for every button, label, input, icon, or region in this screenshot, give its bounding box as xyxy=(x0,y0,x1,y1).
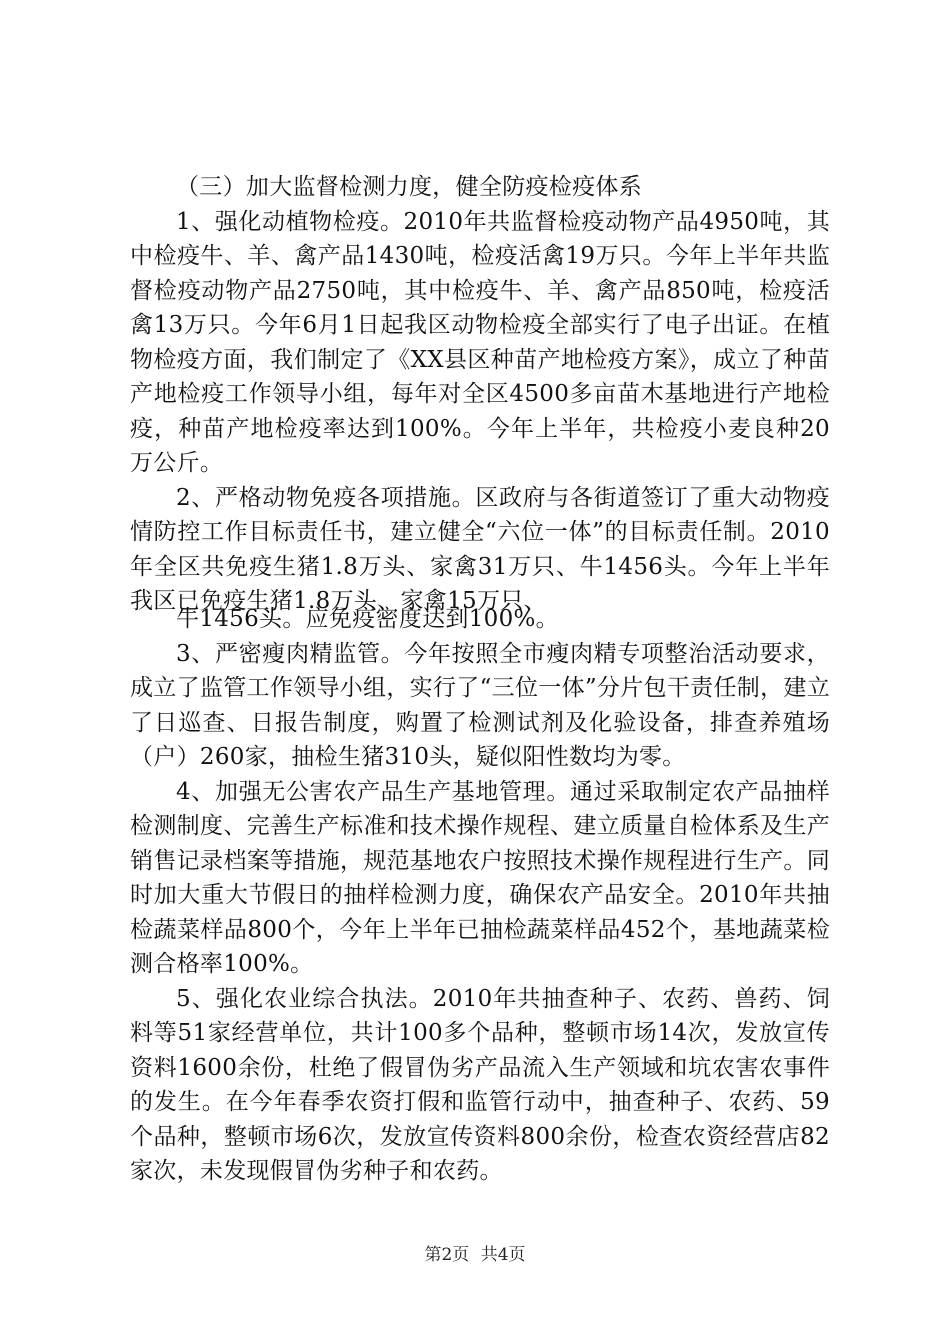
page-number-current: 第2页 xyxy=(424,1245,470,1265)
page-footer xyxy=(0,1240,950,1265)
paragraph-plant-animal-quarantine: 1、强化动植物检疫。2010年共监督检疫动物产品4950吨，其中检疫牛、羊、禽产品1430吨，检疫活禽19万只。今年上半年共监督检疫动物产品2750吨，其中检疫牛、羊、禽产品850吨，检疫活禽13万只。今年6月1日起我区动物检疫全部实行了电子出证。在植物检疫方面，我们制定了《XX县区种苗产地检疫方案》，成立了种苗产地检疫工作领导小组，每年对全区4500多亩苗木基地进行产地检疫，种苗产地检疫率达到100%。今年上半年，共检疫小麦良种20万公斤。 xyxy=(130,208,830,476)
text-block-lower xyxy=(130,602,830,1189)
paragraph-clenbuterol-supervision: 3、严密瘦肉精监管。今年按照全市瘦肉精专项整治活动要求，成立了监管工作领导小组，实行了“三位一体”分片包干责任制，建立了日巡查、日报告制度，购置了检测试剂及化验设备，排查养殖场（户）260家，抽检生猪310头，疑似阳性数均为零。 xyxy=(130,640,830,770)
section-heading: （三）加大监督检测力度，健全防疫检疫体系 xyxy=(176,174,642,200)
paragraph-pollution-free-base: 4、加强无公害农产品生产基地管理。通过采取制定农产品抽样检测制度、完善生产标准和技术操作规程、建立质量自检体系及生产销售记录档案等措施，规范基地农户按照技术操作规程进行生产。同时加大重大节假日的抽样检测力度，确保农产品安全。2010年共抽检蔬菜样品800个，今年上半年已抽检蔬菜样品452个，基地蔬菜检测合格率100%。 xyxy=(130,778,830,977)
paragraph-animal-immunization-continued: 牛1456头。应免疫密度达到100%。 xyxy=(176,606,559,632)
paragraph-animal-immunization: 2、严格动物免疫各项措施。区政府与各街道签订了重大动物疫情防控工作目标责任书，建立健全“六位一体”的目标责任制。2010年全区共免疫生猪1.8万头、家禽31万只、牛1456头。今年上半年我区已免疫生猪1.8万头、家禽15万只、 xyxy=(130,484,830,614)
text-block-upper xyxy=(130,170,830,619)
page-number-total: 共4页 xyxy=(480,1245,526,1265)
paragraph-agricultural-enforcement: 5、强化农业综合执法。2010年共抽查种子、农药、兽药、饲料等51家经营单位，共计100多个品种，整顿市场14次，发放宣传资料1600余份，杜绝了假冒伪劣产品流入生产领域和坑农害农事件的发生。在今年春季农资打假和监管行动中，抽查种子、农药、59个品种，整顿市场6次，发放宣传资料800余份，检查农资经营店82家次，未发现假冒伪劣种子和农药。 xyxy=(130,985,830,1184)
